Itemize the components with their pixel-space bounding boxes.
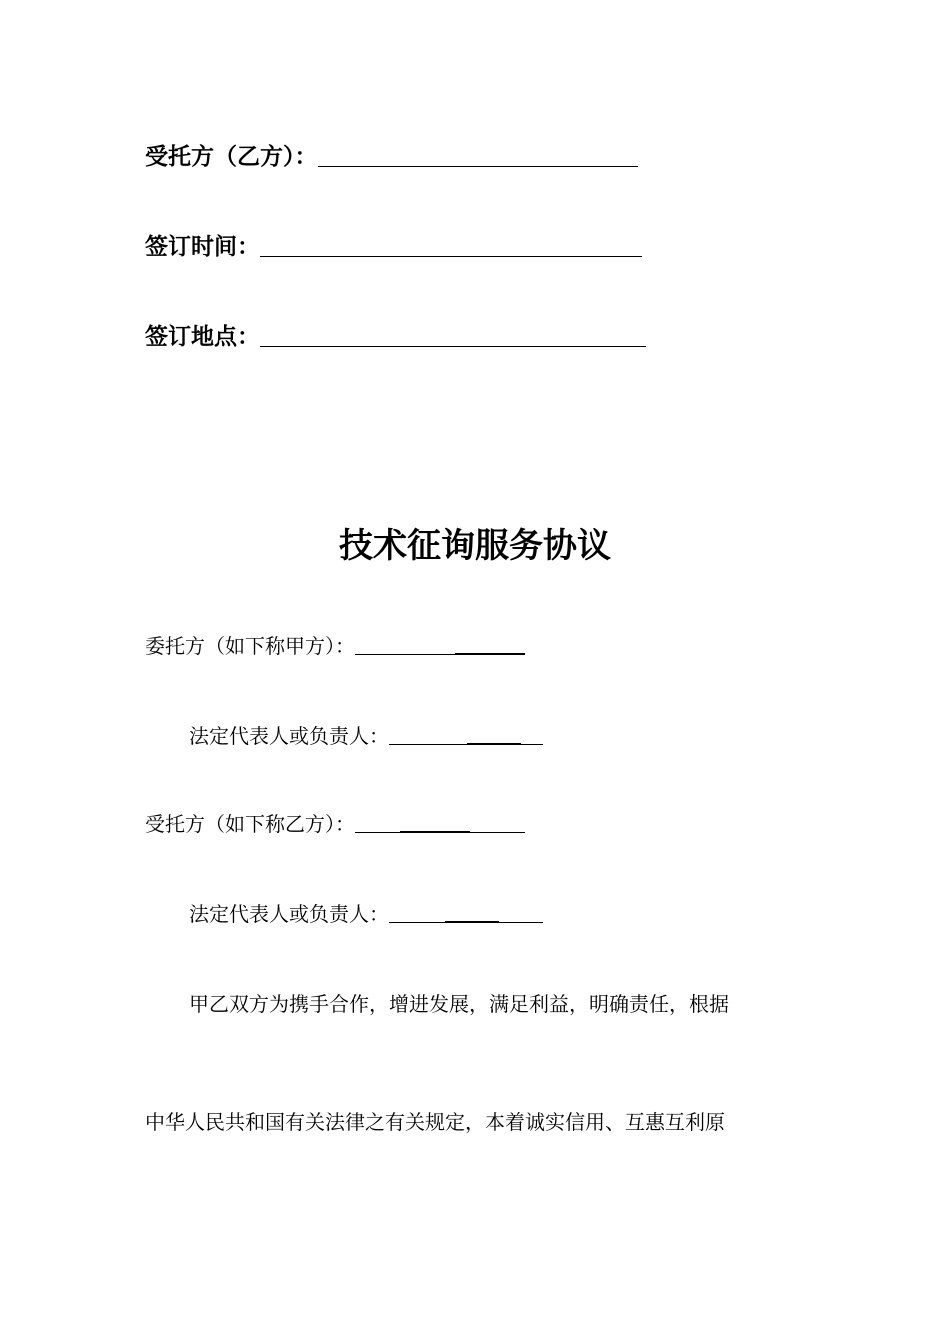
client-rep-blank-1: [389, 743, 467, 745]
client-line: [145, 630, 525, 659]
body-line-1: 甲乙双方为携手合作，增进发展，满足利益，明确责任，根据: [189, 992, 729, 1016]
body-line-2: 中华人民共和国有关法律之有关规定，本着诚实信用、互惠互利原: [145, 1110, 725, 1134]
agreement-title: 技术征询服务协议: [339, 526, 611, 566]
client-rep-line: [189, 720, 543, 749]
trustee-rep-blank-1: [389, 921, 445, 923]
client-rep-label: 法定代表人或负责人：: [189, 724, 389, 748]
trustee-rep-blank-2: [445, 920, 499, 923]
trustee-blank: [318, 165, 638, 167]
sign-date-blank: [260, 255, 642, 257]
client-blank-2: [455, 652, 525, 655]
sign-date-label: 签订时间：: [145, 234, 260, 260]
client-rep-blank-3: [521, 743, 543, 745]
trustee-line: [145, 808, 525, 837]
client-rep-blank-2: [467, 742, 521, 745]
trustee-rep-line: [189, 898, 543, 927]
trustee-blank-2: [400, 830, 470, 833]
client-blank-1: [355, 653, 455, 655]
trustee-label: 受托方（乙方）：: [145, 144, 318, 170]
sign-place-label: 签订地点：: [145, 324, 260, 350]
trustee-blank-3: [470, 831, 525, 833]
trustee-line-label: 受托方（如下称乙方）：: [145, 812, 355, 836]
trustee-rep-label: 法定代表人或负责人：: [189, 902, 389, 926]
trustee-field: [145, 138, 638, 171]
client-label: 委托方（如下称甲方）：: [145, 634, 355, 658]
trustee-rep-blank-3: [499, 921, 543, 923]
sign-place-blank: [260, 345, 646, 347]
trustee-blank-1: [355, 831, 400, 833]
sign-place-field: [145, 318, 646, 351]
sign-date-field: [145, 228, 642, 261]
